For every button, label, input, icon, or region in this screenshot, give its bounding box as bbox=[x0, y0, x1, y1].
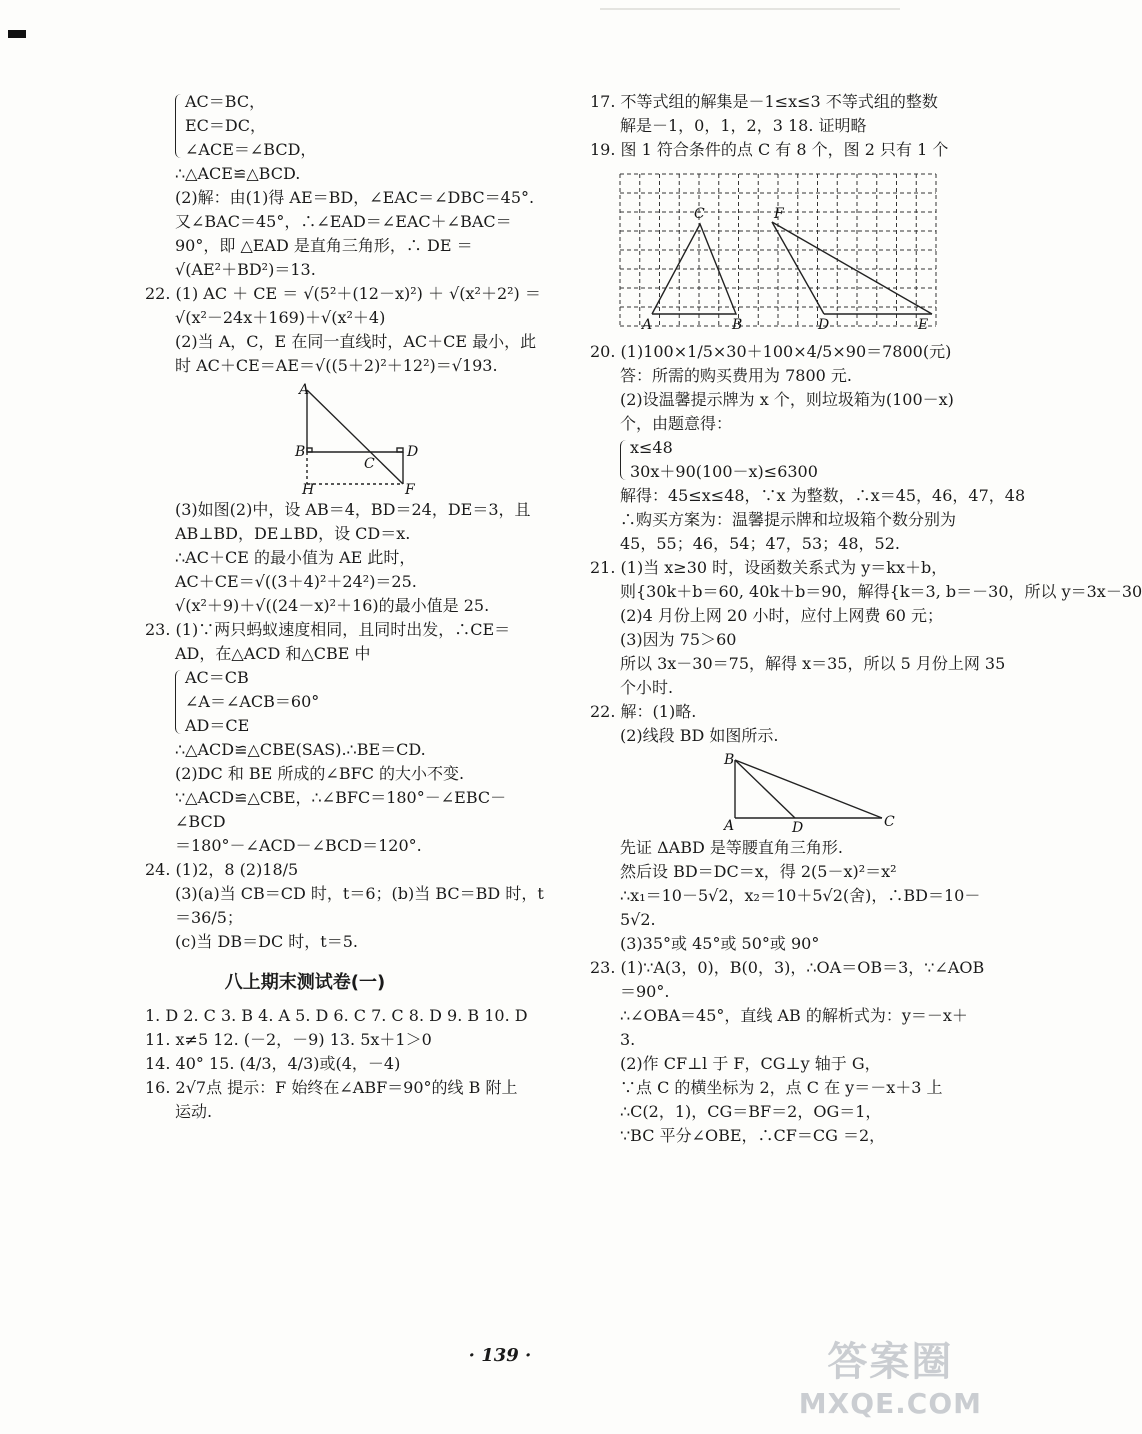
text-line: ∴△ACD≌△CBE(SAS).∴BE＝CD. bbox=[175, 740, 426, 759]
right-column bbox=[590, 90, 1142, 1148]
label-e: E bbox=[918, 317, 929, 333]
text-line: 解得：45≤x≤48，∵x 为整数，∴x＝45，46，47，48 bbox=[620, 486, 1026, 505]
q22-line: 22. (1) AC ＋ CE ＝ √(5²＋(12－x)²) ＋ √(x²＋2²) ＝ bbox=[145, 284, 541, 303]
label-c: C bbox=[694, 206, 705, 222]
answer-line: 1. D 2. C 3. B 4. A 5. D 6. C 7. C 8. D 9. B 10. D bbox=[145, 1006, 528, 1025]
brace-line: 30x＋90(100－x)≤6300 bbox=[630, 462, 818, 481]
corner-scan-mark bbox=[8, 30, 26, 38]
page-top-edge bbox=[600, 8, 900, 10]
watermark bbox=[799, 1330, 982, 1420]
q24-line: 24. (1)2，8 (2)18/5 bbox=[145, 860, 299, 879]
label-d: D bbox=[818, 317, 830, 333]
text-line: ∴△ACE≌△BCD. bbox=[175, 164, 301, 183]
brace-line: AD＝CE bbox=[185, 716, 250, 735]
answer-line: 14. 40° 15. (4/3，4/3)或(4，－4) bbox=[145, 1054, 401, 1073]
answer-line: 运动. bbox=[175, 1102, 213, 1121]
text-line: (2)当 A，C，E 在同一直线时，AC＋CE 最小，此 bbox=[175, 332, 537, 351]
text-line: (3)因为 75＞60 bbox=[620, 630, 737, 649]
text-line: 答：所需的购买费用为 7800 元. bbox=[620, 366, 852, 385]
left-column bbox=[145, 90, 545, 1124]
label-f: F bbox=[405, 482, 415, 498]
text-line: AD，在△ACD 和△CBE 中 bbox=[175, 644, 371, 663]
text-line: (c)当 DB＝DC 时，t＝5. bbox=[175, 932, 358, 951]
text-line: ＝90°. bbox=[620, 982, 670, 1001]
text-line: AB⊥BD，DE⊥BD，设 CD＝x. bbox=[175, 524, 411, 543]
figure-triangle-abc bbox=[590, 752, 990, 836]
text-line: ∴∠OBA＝45°，直线 AB 的解析式为：y＝－x＋ bbox=[620, 1006, 968, 1025]
text-line: ∠BCD bbox=[175, 812, 226, 831]
text-line: (2)DC 和 BE 所成的∠BFC 的大小不变. bbox=[175, 764, 465, 783]
label-b: B bbox=[732, 317, 743, 333]
text-line: AC＋CE＝√((3＋4)²＋24²)＝25. bbox=[175, 572, 417, 591]
q19-line: 19. 图 1 符合条件的点 C 有 8 个，图 2 只有 1 个 bbox=[590, 140, 949, 159]
brace-line: ∠A＝∠ACB＝60° bbox=[185, 692, 320, 711]
q21-line: 21. (1)当 x≥30 时，设函数关系式为 y＝kx＋b， bbox=[590, 558, 948, 577]
brace-line: AC＝BC， bbox=[185, 92, 266, 111]
label-b: B bbox=[295, 444, 306, 460]
answer-line: 11. x≠5 12. (－2，－9) 13. 5x＋1＞0 bbox=[145, 1030, 432, 1049]
q22-line: 22. 解：(1)略. bbox=[590, 702, 697, 721]
text-line: ∴AC＋CE 的最小值为 AE 此时， bbox=[175, 548, 416, 567]
text-line: 个小时. bbox=[620, 678, 674, 697]
text-line: 解是－1，0，1，2，3 18. 证明略 bbox=[620, 116, 867, 135]
text-line: ∴x₁＝10－5√2，x₂＝10＋5√2(舍)，∴BD＝10－ bbox=[620, 886, 981, 905]
label-b: B bbox=[724, 752, 735, 768]
label-a: A bbox=[724, 818, 735, 834]
text-line: (2)设温馨提示牌为 x 个，则垃圾箱为(100－x) bbox=[620, 390, 954, 409]
label-h: H bbox=[302, 482, 315, 498]
q23-line: 23. (1)∵A(3，0)，B(0，3)，∴OA＝OB＝3，∵∠AOB bbox=[590, 958, 985, 977]
text-line: (3)如图(2)中，设 AB＝4，BD＝24，DE＝3，且 bbox=[175, 500, 531, 519]
watermark-logo: 答案圈 bbox=[827, 1339, 954, 1385]
text-line: (3)(a)当 CB＝CD 时，t＝6；(b)当 BC＝BD 时，t bbox=[175, 884, 544, 903]
label-c: C bbox=[364, 456, 375, 472]
text-line: 所以 3x－30＝75，解得 x＝35，所以 5 月份上网 35 bbox=[620, 654, 1006, 673]
q17-line: 17. 不等式组的解集是－1≤x≤3 不等式组的整数 bbox=[590, 92, 938, 111]
text-line: ＝36/5； bbox=[175, 908, 243, 927]
text-line: ∵△ACD≌△CBE，∴∠BFC＝180°－∠EBC－ bbox=[175, 788, 507, 807]
label-a: A bbox=[642, 317, 653, 333]
q20-line: 20. (1)100×1/5×30＋100×4/5×90＝7800(元) bbox=[590, 342, 952, 361]
text-line: 时 AC＋CE＝AE＝√((5＋2)²＋12²)＝√193. bbox=[175, 356, 498, 375]
text-line: (2)线段 BD 如图所示. bbox=[620, 726, 779, 745]
figure-grid-triangles bbox=[590, 166, 990, 336]
text-line: 则{30k＋b＝60, 40k＋b＝90，解得{k＝3, b＝－30，所以 y＝3x－30 bbox=[620, 582, 1142, 601]
text-line: (2)作 CF⊥l 于 F，CG⊥y 轴于 G， bbox=[620, 1054, 881, 1073]
brace-line: ∠ACE＝∠BCD， bbox=[185, 140, 317, 159]
label-f: F bbox=[774, 206, 784, 222]
text-line: ∴C(2，1)，CG＝BF＝2，OG＝1， bbox=[620, 1102, 882, 1121]
text-line: ∵BC 平分∠OBE，∴CF＝CG ＝2， bbox=[620, 1126, 886, 1145]
text-line: √(x²－24x＋169)＋√(x²＋4) bbox=[175, 308, 386, 327]
text-line: 先证 ΔABD 是等腰直角三角形. bbox=[620, 838, 843, 857]
brace-line: AC＝CB bbox=[185, 668, 249, 687]
answer-line: 16. 2√7点 提示：F 始终在∠ABF＝90°的线 B 附上 bbox=[145, 1078, 518, 1097]
q21-conditions-brace bbox=[145, 90, 545, 162]
q20-inequality-brace bbox=[590, 436, 995, 484]
text-line: (2)解：由(1)得 AE＝BD，∠EAC＝∠DBC＝45°. bbox=[175, 188, 535, 207]
text-line: (2)4 月份上网 20 小时，应付上网费 60 元； bbox=[620, 606, 943, 625]
page-number: · 139 · bbox=[468, 1345, 532, 1366]
text-line: 然后设 BD＝DC＝x，得 2(5－x)²＝x² bbox=[620, 862, 897, 881]
label-a: A bbox=[299, 382, 310, 398]
text-line: ＝180°－∠ACD－∠BCD＝120°. bbox=[175, 836, 422, 855]
text-line: √(AE²＋BD²)＝13. bbox=[175, 260, 316, 279]
text-line: 90°，即 △EAD 是直角三角形，∴ DE ＝ bbox=[175, 236, 473, 255]
q23-conditions-brace bbox=[145, 666, 545, 738]
text-line: √(x²＋9)＋√((24－x)²＋16)的最小值是 25. bbox=[175, 596, 490, 615]
text-line: 45，55；46，54；47，53；48，52. bbox=[620, 534, 900, 553]
label-d: D bbox=[407, 444, 419, 460]
watermark-url: MXQE.COM bbox=[798, 1387, 982, 1420]
section-title: 八上期末测试卷(一) bbox=[224, 972, 386, 993]
text-line: (3)35°或 45°或 50°或 90° bbox=[620, 934, 820, 953]
figure-triangle-ahf bbox=[145, 382, 545, 498]
text-line: ∴购买方案为：温馨提示牌和垃圾箱个数分别为 bbox=[620, 510, 957, 529]
text-line: 又∠BAC＝45°，∴∠EAD＝∠EAC＋∠BAC＝ bbox=[175, 212, 512, 231]
text-line: 3. bbox=[620, 1030, 636, 1049]
text-line: ∵点 C 的横坐标为 2，点 C 在 y＝－x＋3 上 bbox=[620, 1078, 943, 1097]
brace-line: EC＝DC， bbox=[185, 116, 266, 135]
label-c: C bbox=[884, 814, 895, 830]
label-d: D bbox=[792, 820, 804, 836]
q23-line: 23. (1)∵两只蚂蚁速度相同，且同时出发，∴CE＝ bbox=[145, 620, 511, 639]
text-line: 5√2. bbox=[620, 910, 656, 929]
brace-line: x≤48 bbox=[630, 438, 673, 457]
text-line: 个，由题意得： bbox=[620, 414, 733, 433]
